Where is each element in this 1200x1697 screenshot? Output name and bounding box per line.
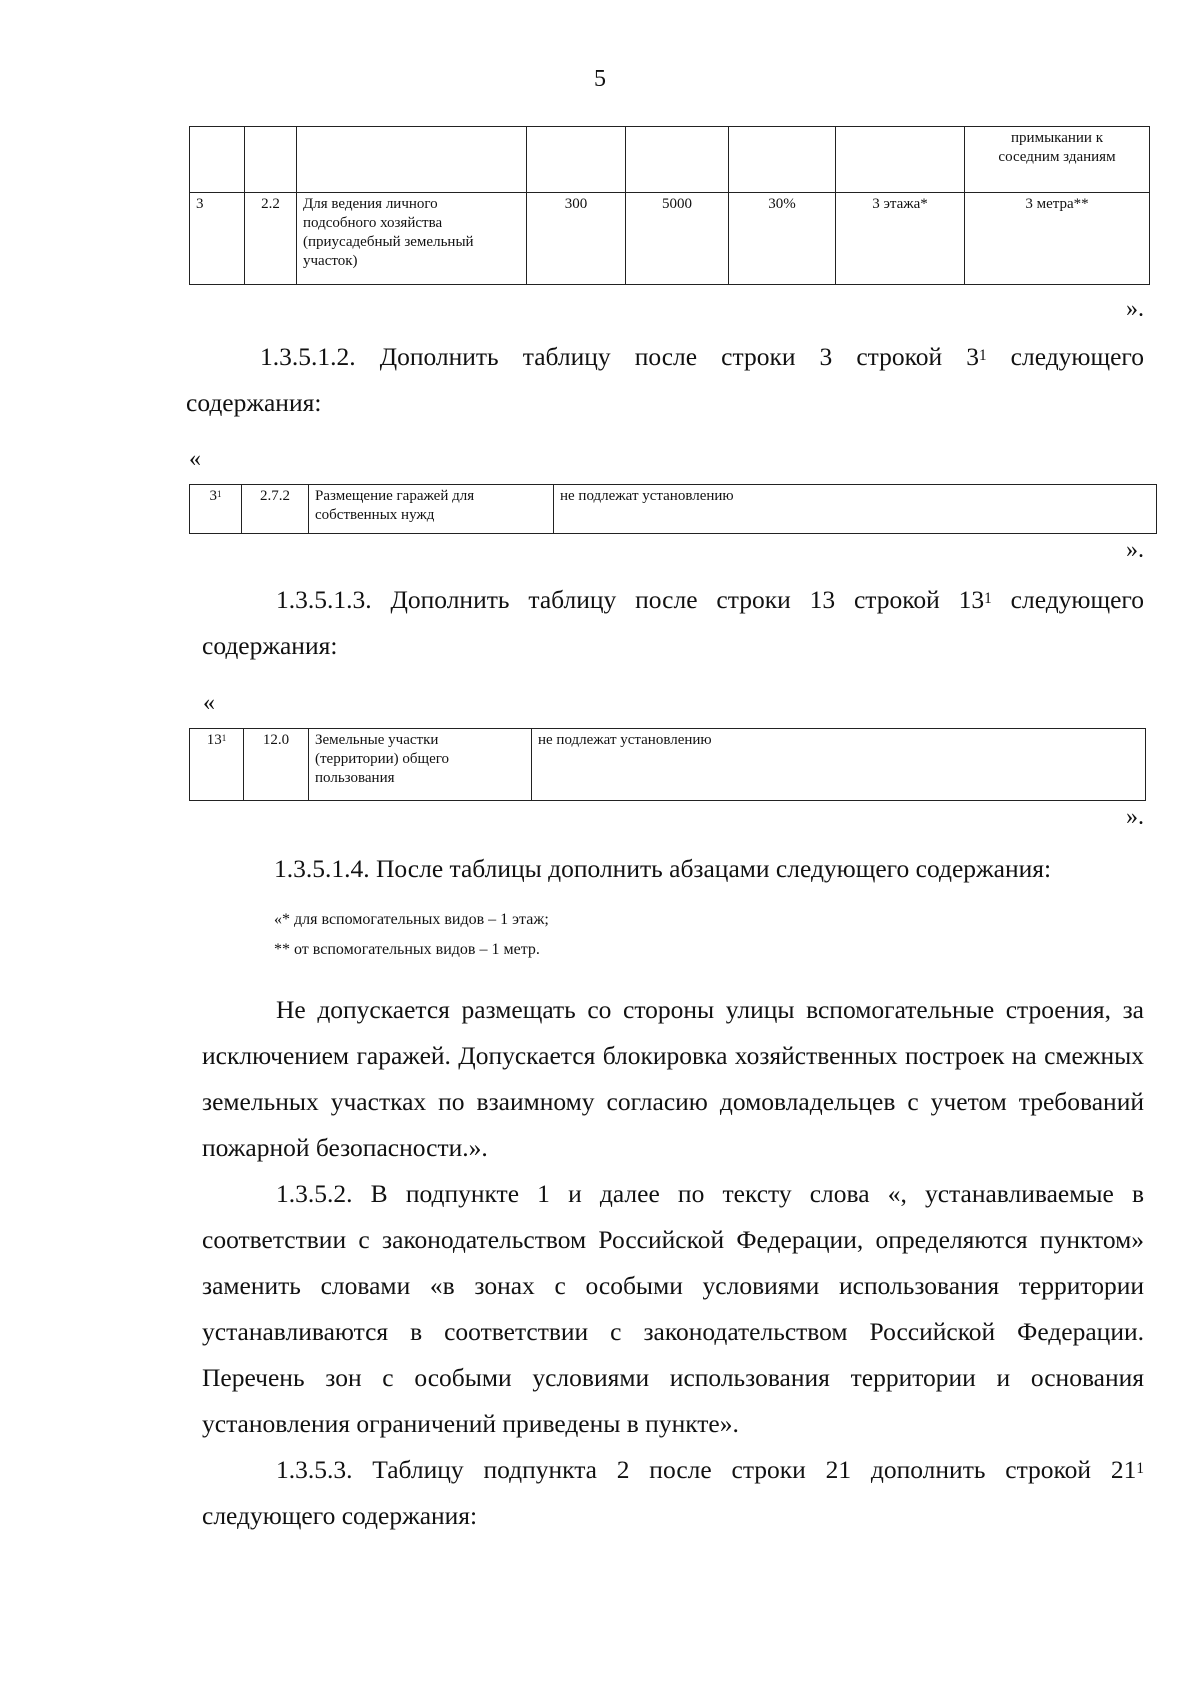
table-cell — [190, 127, 245, 193]
table-cell — [626, 127, 729, 193]
table-cell: 300 — [527, 193, 626, 285]
closing-quote: ». — [1126, 804, 1144, 830]
paragraph-text: следующего содержания: — [186, 342, 1145, 417]
superscript: 1 — [1136, 1459, 1144, 1477]
paragraph-1-3-5-1-2 — [186, 334, 1144, 426]
paragraph-text: следующего содержания: — [202, 585, 1145, 660]
table-cell — [729, 127, 836, 193]
paragraph-text: 1.3.5.1.2. Дополнить таблицу после строки 3 строкой 3 — [260, 342, 979, 371]
superscript: 1 — [984, 589, 992, 607]
closing-quote: ». — [1126, 296, 1144, 322]
table-cell — [190, 485, 242, 534]
row-number: 13 — [206, 732, 222, 748]
paragraph-1-3-5-1-4: 1.3.5.1.4. После таблицы дополнить абзацами следующего содержания: — [274, 854, 1052, 883]
table-cell — [527, 127, 626, 193]
table-cell — [190, 729, 244, 801]
table-row — [190, 729, 1146, 801]
table-cell: Для ведения личного подсобного хозяйства (приусадебный земельный участок) — [297, 193, 527, 285]
superscript: 1 — [217, 488, 222, 499]
table-cell — [836, 127, 965, 193]
row-13-1-table — [189, 728, 1146, 801]
table-cell: 3 этажа* — [836, 193, 965, 285]
paragraph-text: следующего содержания: — [202, 1501, 478, 1530]
table-cell: Размещение гаражей для собственных нужд — [309, 485, 554, 534]
closing-quote: ». — [1126, 537, 1144, 563]
table-row — [190, 193, 1150, 285]
paragraph-1-3-5-3 — [202, 1447, 1144, 1539]
table-cell: Земельные участки (территории) общего пользования — [309, 729, 532, 801]
footnote-one-asterisk: «* для вспомогательных видов – 1 этаж; — [274, 911, 549, 928]
table-cell: 5000 — [626, 193, 729, 285]
superscript: 1 — [978, 346, 987, 364]
zoning-table-fragment — [189, 126, 1150, 285]
row-number: 3 — [209, 488, 217, 504]
table-row — [190, 127, 1150, 193]
table-row — [190, 485, 1157, 534]
superscript: 1 — [221, 732, 227, 743]
table-cell: не подлежат установлению — [532, 729, 1146, 801]
paragraph-text: 1.3.5.1.3. Дополнить таблицу после строки 13 строкой 13 — [276, 585, 985, 614]
opening-quote: « — [203, 690, 215, 716]
paragraph-not-allowed: Не допускается размещать со стороны улицы вспомогательные строения, за исключением гаражей. Допускается блокировка хозяйственных построек на смежных земельных участках по взаимному согласию домовладельцев с учетом требований пожарной безопасности.». — [202, 995, 1144, 1162]
table-cell: 12.0 — [244, 729, 309, 801]
opening-quote: « — [189, 446, 201, 472]
row-3-1-table — [189, 484, 1157, 534]
table-cell: не подлежат установлению — [554, 485, 1157, 534]
table-cell: 30% — [729, 193, 836, 285]
paragraph-text: 1.3.5.3. Таблицу подпункта 2 после строки 21 дополнить строкой 21 — [276, 1455, 1137, 1484]
table-cell: примыкании к соседним зданиям — [965, 127, 1150, 193]
table-cell: 2.2 — [245, 193, 297, 285]
paragraph-1-3-5-1-3 — [202, 577, 1144, 669]
page-number: 5 — [594, 66, 606, 92]
table-cell: 3 метра** — [965, 193, 1150, 285]
table-cell — [297, 127, 527, 193]
footnote-two-asterisks: ** от вспомогательных видов – 1 метр. — [274, 941, 540, 958]
table-cell: 2.7.2 — [242, 485, 309, 534]
table-cell: 3 — [190, 193, 245, 285]
table-cell — [245, 127, 297, 193]
paragraph-1-3-5-2: 1.3.5.2. В подпункте 1 и далее по тексту слова «, устанавливаемые в соответствии с законодательством Российской Федерации, определяются пунктом» заменить словами «в зонах с особыми условиями использования территории устанавливаются в соответствии с законодательством Российской Федерации. Перечень зон с особыми условиями использования территории и основания установления ограничений приведены в пункте». — [202, 1179, 1144, 1438]
